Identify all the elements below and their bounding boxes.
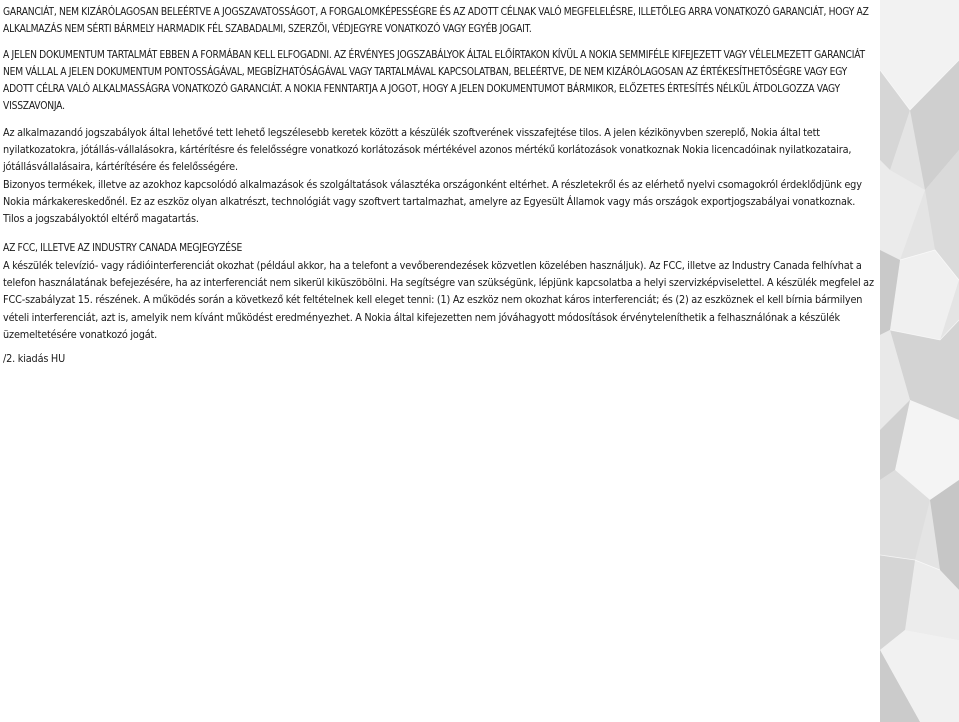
availability-export-paragraph: Bizonyos termékek, illetve az azokhoz kapcsolódó alkalmazások és szolgáltatások választéka országonként eltérhet. A részletekről és az elérhető nyelvi csomagokról érdeklődjünk egy Nokia márkakereskedőnél. Ez az eszköz olyan alkatrészt, technológiát vagy szoftvert tartalmazhat, amelyre az Egyesült Államok vagy más országok exportjogszabályai vonatkoznak. Tilos a jogszabályoktól eltérő magatartás. xyxy=(3,177,862,226)
warranty-disclaimer-paragraph: GARANCIÁT, NEM KIZÁRÓLAGOSAN BELEÉRTVE A JOGSZAVATOSSÁGOT, A FORGALOMKÉPESSÉGRE ÉS AZ ADOTT CÉLNAK VALÓ MEGFELELÉSRE, ILLETŐLEG ARRA VONATKOZÓ GARANCIÁT, HOGY AZ ALKALMAZÁS NEM SÉRTI BÁRMELY HARMADIK FÉL SZABADALMI, SZERZŐI, VÉDJEGYRE VONATKOZÓ VAGY EGYÉB JOGAIT. xyxy=(3,7,869,36)
as-is-disclaimer-paragraph: A JELEN DOKUMENTUM TARTALMÁT EBBEN A FORMÁBAN KELL ELFOGADNI. AZ ÉRVÉNYES JOGSZABÁLYOK ÁLTAL ELŐÍRTAKON KÍVÜL A NOKIA SEMMIFÉLE KIFEJEZETT VAGY VÉLELMEZETT GARANCIÁT NEM VÁLLAL A JELEN DOKUMENTUM PONTOSSÁGÁVAL, MEGBÍZHATÓSÁGÁVAL VAGY TARTALMÁVAL KAPCSOLATBAN, BELEÉRTVE, DE NEM KIZÁRÓLAGOSAN AZ ÉRTÉKESÍTHETŐSÉGRE VAGY EGY ADOTT CÉLRA VALÓ ALKALMASSÁGRA VONATKOZÓ GARANCIÁT. A NOKIA FENNTARTJA A JOGOT, HOGY A JELEN DOKUMENTUMOT BÁRMIKOR, ELŐZETES ÉRTESÍTÉS NÉLKÜL ÁTDOLGOZZA VAGY VISSZAVONJA. xyxy=(3,49,865,113)
decorative-side-panel xyxy=(880,0,959,722)
software-reverse-engineering-paragraph: Az alkalmazandó jogszabályok által lehetővé tett lehető legszélesebb keretek között a készülék szoftverének visszafejtése tilos. A jelen kézikönyvben szereplő, Nokia által tett nyilatkozatokra, jótállás-vállalásokra, kártérítésre és felelősségre vonatkozó korlátozások mértékével azonos mértékű korlátozások vonatkoznak Nokia licencadóinak nyilatkozataira, jótállásvállalásaira, kártérítésére és felelősségére. xyxy=(3,125,852,174)
geometric-pattern-graphic xyxy=(880,0,959,722)
fcc-notice-paragraph: A készülék televízió- vagy rádióinterferenciát okozhat (például akkor, ha a telefont a vevőberendezések közvetlen közelében használjuk). Az FCC, illetve az Industry Canada felhívhat a telefon használatának befejezésére, ha az interferenciát nem sikerül kiküszöbölni. Ha segítségre van szükségünk, lépjünk kapcsolatba a helyi szervizképviselettel. A készülék megfelel az FCC-szabályzat 15. részének. A működés során a következő két feltételnek kell eleget tenni: (1) Az eszköz nem okozhat káros interferenciát; és (2) az eszköznek el kell bírnia bármilyen vételi interferenciát, azt is, amelyik nem kívánt működést eredményezhet. A Nokia által kifejezetten nem jóváhagyott módosítások érvényteleníthetik a felhasználónak a készülék üzemeltetésére vonatkozó jogát. xyxy=(3,258,874,342)
fcc-heading: AZ FCC, ILLETVE AZ INDUSTRY CANADA MEGJEGYZÉSE xyxy=(3,242,243,254)
edition-label: /2. kiadás HU xyxy=(3,352,66,366)
